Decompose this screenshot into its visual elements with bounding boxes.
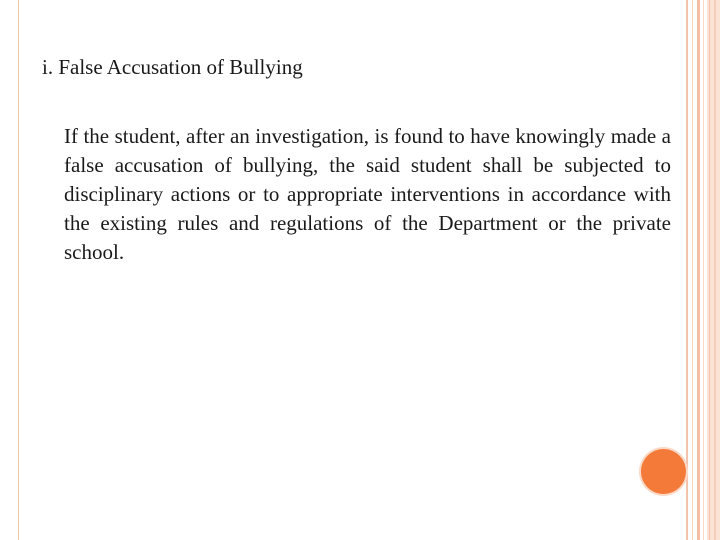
decorative-stripe <box>714 0 716 540</box>
slide-heading: i. False Accusation of Bullying <box>42 55 303 79</box>
decorative-stripe <box>686 0 688 540</box>
decorative-stripe <box>692 0 693 540</box>
slide-frame <box>18 0 687 540</box>
slide-body-text: If the student, after an investigation, is found to have knowingly made a false accusation of bullying, the said student shall be subjected to disciplinary actions or to appropriate interventions in accordance with the existing rules and regulations of the Department or the private school. <box>64 124 671 264</box>
orange-circle-icon <box>641 449 686 494</box>
decorative-stripe <box>697 0 700 540</box>
decorative-stripe <box>709 0 710 540</box>
decorative-stripe <box>703 0 704 540</box>
